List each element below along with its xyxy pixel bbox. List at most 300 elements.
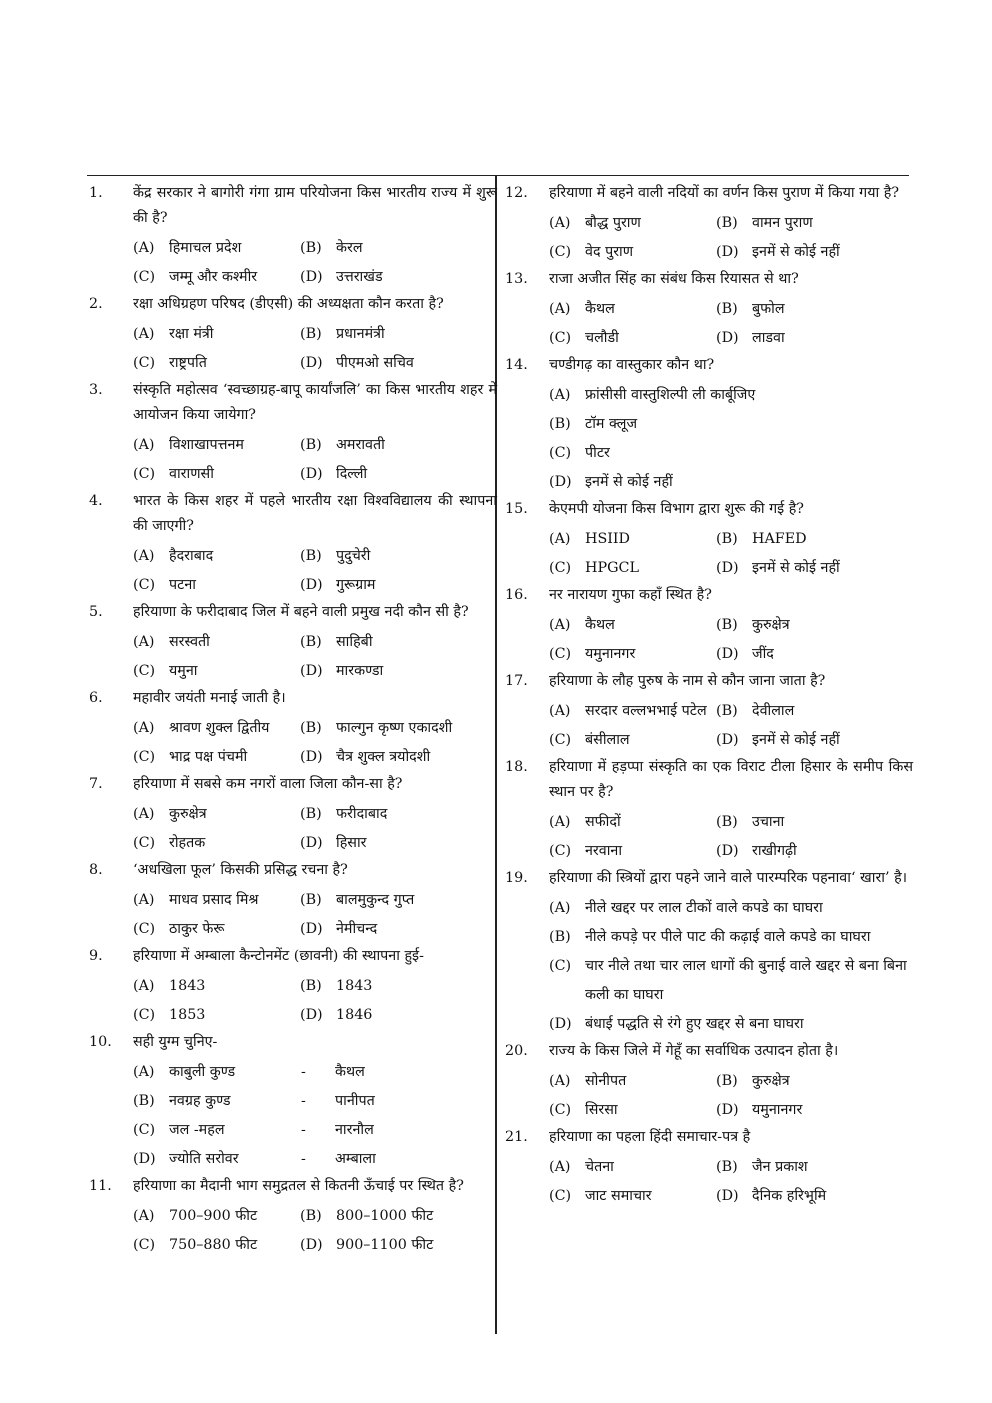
answer-option[interactable] xyxy=(300,263,497,292)
answer-option[interactable] xyxy=(716,1153,913,1182)
option-label: (C) xyxy=(549,646,572,662)
option-label: (A) xyxy=(133,326,155,342)
option-text: गुरूग्राम xyxy=(336,577,376,593)
answer-option[interactable] xyxy=(133,972,300,1001)
question-number: 11. xyxy=(89,1178,112,1194)
answer-option[interactable] xyxy=(549,952,913,1010)
answer-option[interactable] xyxy=(133,349,300,378)
answer-option[interactable] xyxy=(716,808,913,837)
option-label: (D) xyxy=(716,244,739,260)
options-list xyxy=(133,800,497,858)
pair-left: काबुली कुण्ड xyxy=(169,1064,236,1080)
option-label: (A) xyxy=(549,814,571,830)
question-text: चण्डीगढ़ का वास्तुकार कौन था? xyxy=(549,357,715,373)
option-text: दैनिक हरिभूमि xyxy=(752,1188,827,1204)
option-row xyxy=(549,894,913,923)
option-text: चैत्र शुक्ल त्रयोदशी xyxy=(336,749,431,765)
answer-option[interactable] xyxy=(716,837,913,866)
option-text: इनमें से कोई नहीं xyxy=(752,732,840,748)
option-label: (D) xyxy=(716,843,739,859)
question-text: हरियाणा में अम्बाला कैन्टोनमेंट (छावनी) की स्थापना हुई- xyxy=(133,948,424,964)
option-label: (B) xyxy=(300,978,322,994)
answer-option[interactable] xyxy=(300,829,497,858)
match-pair-option[interactable] xyxy=(133,1058,497,1087)
answer-option[interactable] xyxy=(133,657,300,686)
option-text: माधव प्रसाद मिश्र xyxy=(169,892,259,908)
answer-option[interactable] xyxy=(549,837,716,866)
answer-option[interactable] xyxy=(549,1182,716,1211)
option-text: बौद्ध पुराण xyxy=(585,215,641,231)
option-text: राखीगढ़ी xyxy=(752,843,797,859)
answer-option[interactable] xyxy=(716,611,913,640)
answer-option[interactable] xyxy=(549,1153,716,1182)
question-stem xyxy=(89,181,497,231)
question-number: 10. xyxy=(89,1034,112,1050)
question-stem xyxy=(505,353,913,378)
option-text: यमुना xyxy=(169,663,198,679)
option-text: 900–1100 फीट xyxy=(336,1237,434,1253)
option-text: फरीदाबाद xyxy=(336,806,388,822)
question-stem xyxy=(505,669,913,694)
option-text: लाडवा xyxy=(752,330,785,346)
question-number: 17. xyxy=(505,673,528,689)
option-row xyxy=(133,431,497,460)
answer-option[interactable] xyxy=(133,263,300,292)
question-number: 12. xyxy=(505,185,528,201)
answer-option[interactable] xyxy=(133,915,300,944)
answer-option[interactable] xyxy=(549,726,716,755)
answer-option[interactable] xyxy=(549,295,716,324)
option-text: उत्तराखंड xyxy=(336,269,383,285)
answer-option[interactable] xyxy=(716,640,913,669)
option-label: (C) xyxy=(133,921,156,937)
option-label: (C) xyxy=(133,269,156,285)
option-row xyxy=(549,611,913,640)
option-row xyxy=(549,468,913,497)
question-stem xyxy=(505,755,913,805)
option-text: कुरुक्षेत्र xyxy=(169,806,207,822)
question-stem xyxy=(89,378,497,428)
option-label: (B) xyxy=(716,814,738,830)
answer-option[interactable] xyxy=(716,295,913,324)
answer-option[interactable] xyxy=(133,714,300,743)
option-text: नेमीचन्द xyxy=(336,921,378,937)
answer-option[interactable] xyxy=(549,468,913,497)
option-row xyxy=(133,1001,497,1030)
answer-option[interactable] xyxy=(300,234,497,263)
options-list xyxy=(133,886,497,944)
question-stem xyxy=(505,1039,913,1064)
answer-option[interactable] xyxy=(549,324,716,353)
question-text: हरियाणा में बहने वाली नदियों का वर्णन किस पुराण में किया गया है? xyxy=(549,185,900,201)
pair-right: अम्बाला xyxy=(335,1151,376,1167)
answer-option[interactable] xyxy=(133,886,300,915)
answer-option[interactable] xyxy=(133,800,300,829)
question-item xyxy=(89,686,497,772)
answer-option[interactable] xyxy=(300,743,497,772)
answer-option[interactable] xyxy=(133,1231,300,1260)
answer-option[interactable] xyxy=(300,714,497,743)
option-row xyxy=(549,1182,913,1211)
option-row xyxy=(549,324,913,353)
answer-option[interactable] xyxy=(300,915,497,944)
option-label: (B) xyxy=(300,720,322,736)
option-row xyxy=(549,295,913,324)
option-text: 1843 xyxy=(169,978,206,994)
option-text: वाराणसी xyxy=(169,466,214,482)
option-row xyxy=(549,697,913,726)
answer-option[interactable] xyxy=(716,554,913,583)
option-label: (C) xyxy=(133,663,156,679)
option-row xyxy=(549,923,913,952)
question-item xyxy=(89,181,497,292)
option-label: (D) xyxy=(716,560,739,576)
question-item xyxy=(505,669,913,755)
question-item xyxy=(505,755,913,866)
option-text: देवीलाल xyxy=(752,703,795,719)
answer-option[interactable] xyxy=(133,571,300,600)
option-text: वेद पुराण xyxy=(585,244,634,260)
option-label: (B) xyxy=(716,617,738,633)
options-list xyxy=(133,1058,497,1174)
option-label: (A) xyxy=(549,215,571,231)
answer-option[interactable] xyxy=(549,1010,913,1039)
answer-option[interactable] xyxy=(549,640,716,669)
option-row xyxy=(549,381,913,410)
answer-option[interactable] xyxy=(300,972,497,1001)
options-list xyxy=(133,628,497,686)
question-stem xyxy=(89,292,497,317)
option-row xyxy=(133,886,497,915)
option-label: (C) xyxy=(133,1122,156,1138)
option-label: (A) xyxy=(133,548,155,564)
option-text: अमरावती xyxy=(336,437,385,453)
option-row xyxy=(133,714,497,743)
answer-option[interactable] xyxy=(133,1001,300,1030)
option-text: HPGCL xyxy=(585,560,639,576)
option-label: (D) xyxy=(300,835,323,851)
answer-option[interactable] xyxy=(300,657,497,686)
option-label: (B) xyxy=(300,892,322,908)
option-text: सोनीपत xyxy=(585,1073,627,1089)
pair-dash: - xyxy=(301,1064,306,1080)
option-label: (C) xyxy=(549,958,572,974)
option-text: चार नीले तथा चार लाल धागों की बुनाई वाले खद्दर से बना बिना कली का घाघरा xyxy=(585,958,907,1003)
question-stem xyxy=(89,600,497,625)
answer-option[interactable] xyxy=(133,1202,300,1231)
question-stem xyxy=(505,583,913,608)
option-label: (B) xyxy=(300,437,322,453)
pair-dash: - xyxy=(301,1093,306,1109)
option-row xyxy=(133,915,497,944)
answer-option[interactable] xyxy=(716,726,913,755)
answer-option[interactable] xyxy=(716,1067,913,1096)
question-number: 20. xyxy=(505,1043,528,1059)
question-item xyxy=(89,292,497,378)
option-row xyxy=(549,808,913,837)
option-row xyxy=(549,1067,913,1096)
answer-option[interactable] xyxy=(549,410,913,439)
answer-option[interactable] xyxy=(133,234,300,263)
pair-dash: - xyxy=(301,1151,306,1167)
option-label: (C) xyxy=(549,732,572,748)
question-text: हरियाणा में हड़प्पा संस्कृति का एक विराट टीला हिसार के समीप किस स्थान पर है? xyxy=(549,759,913,800)
option-text: पुदुचेरी xyxy=(336,548,371,564)
option-text: 1843 xyxy=(336,978,373,994)
option-row xyxy=(133,743,497,772)
question-stem xyxy=(505,181,913,206)
answer-option[interactable] xyxy=(549,525,716,554)
question-item xyxy=(89,944,497,1030)
option-label: (D) xyxy=(300,1007,323,1023)
option-label: (C) xyxy=(133,835,156,851)
answer-option[interactable] xyxy=(549,611,716,640)
option-text: यमुनानगर xyxy=(585,646,636,662)
option-text: 700–900 फीट xyxy=(169,1208,258,1224)
question-number: 4. xyxy=(89,493,103,509)
match-pair-option[interactable] xyxy=(133,1116,497,1145)
question-text: भारत के किस शहर में पहले भारतीय रक्षा विश्वविद्यालय की स्थापना की जाएगी? xyxy=(133,493,497,534)
option-text: बुफोल xyxy=(752,301,785,317)
answer-option[interactable] xyxy=(300,628,497,657)
question-text: नर नारायण गुफा कहाँ स्थित है? xyxy=(549,587,712,603)
question-stem xyxy=(89,1030,497,1055)
option-label: (A) xyxy=(549,531,571,547)
options-list xyxy=(549,381,913,497)
answer-option[interactable] xyxy=(716,1182,913,1211)
option-label: (A) xyxy=(133,240,155,256)
answer-option[interactable] xyxy=(300,1231,497,1260)
question-number: 15. xyxy=(505,501,528,517)
question-number: 21. xyxy=(505,1129,528,1145)
options-list xyxy=(549,209,913,267)
question-text: हरियाणा में सबसे कम नगरों वाला जिला कौन-सा है? xyxy=(133,776,403,792)
option-label: (D) xyxy=(549,1016,572,1032)
option-row xyxy=(133,829,497,858)
option-label: (B) xyxy=(300,326,322,342)
option-text: हिसार xyxy=(336,835,367,851)
answer-option[interactable] xyxy=(549,1096,716,1125)
option-text: बालमुकुन्द गुप्त xyxy=(336,892,415,908)
option-text: विशाखापत्तनम xyxy=(169,437,244,453)
option-row xyxy=(133,460,497,489)
question-item xyxy=(505,267,913,353)
option-text: कुरुक्षेत्र xyxy=(752,617,790,633)
question-stem xyxy=(89,772,497,797)
option-label: (D) xyxy=(133,1151,156,1167)
option-text: सरदार वल्लभभाई पटेल xyxy=(585,703,707,719)
option-label: (B) xyxy=(716,215,738,231)
option-label: (A) xyxy=(133,720,155,736)
answer-option[interactable] xyxy=(300,1202,497,1231)
question-stem xyxy=(89,686,497,711)
option-text: चेतना xyxy=(585,1159,614,1175)
answer-option[interactable] xyxy=(549,554,716,583)
option-label: (B) xyxy=(716,1159,738,1175)
option-label: (D) xyxy=(716,1102,739,1118)
option-label: (B) xyxy=(300,240,322,256)
option-label: (D) xyxy=(716,330,739,346)
right-column xyxy=(505,181,913,1211)
options-list xyxy=(133,320,497,378)
option-text: HSIID xyxy=(585,531,631,547)
question-item xyxy=(89,378,497,489)
option-text: रोहतक xyxy=(169,835,206,851)
option-row xyxy=(133,263,497,292)
option-text: सिरसा xyxy=(585,1102,618,1118)
options-list xyxy=(549,1153,913,1211)
answer-option[interactable] xyxy=(133,628,300,657)
option-text: सरस्वती xyxy=(169,634,210,650)
match-pair-option[interactable] xyxy=(133,1145,497,1174)
answer-option[interactable] xyxy=(133,460,300,489)
answer-option[interactable] xyxy=(300,431,497,460)
option-label: (A) xyxy=(549,301,571,317)
question-number: 5. xyxy=(89,604,103,620)
options-list xyxy=(133,714,497,772)
option-row xyxy=(549,410,913,439)
option-text: इनमें से कोई नहीं xyxy=(585,474,673,490)
pair-left: नवग्रह कुण्ड xyxy=(169,1093,231,1109)
answer-option[interactable] xyxy=(300,886,497,915)
answer-option[interactable] xyxy=(300,320,497,349)
question-stem xyxy=(89,858,497,883)
answer-option[interactable] xyxy=(716,1096,913,1125)
option-row xyxy=(133,571,497,600)
question-item xyxy=(505,181,913,267)
option-text: फाल्गुन कृष्ण एकादशी xyxy=(336,720,453,736)
answer-option[interactable] xyxy=(133,431,300,460)
options-list xyxy=(549,894,913,1039)
pair-left: जल -महल xyxy=(169,1122,225,1138)
top-rule xyxy=(87,175,909,176)
option-row xyxy=(133,349,497,378)
option-text: सफीदों xyxy=(585,814,621,830)
question-number: 8. xyxy=(89,862,103,878)
answer-option[interactable] xyxy=(549,808,716,837)
answer-option[interactable] xyxy=(716,697,913,726)
pair-left: ज्योति सरोवर xyxy=(169,1151,239,1167)
options-list xyxy=(549,611,913,669)
option-row xyxy=(133,657,497,686)
answer-option[interactable] xyxy=(300,349,497,378)
answer-option[interactable] xyxy=(716,525,913,554)
option-text: ठाकुर फेरू xyxy=(169,921,225,937)
options-list xyxy=(549,697,913,755)
option-label: (A) xyxy=(549,703,571,719)
option-text: नीले खद्दर पर लाल टीकों वाले कपडे का घाघरा xyxy=(585,900,823,916)
option-row xyxy=(549,525,913,554)
answer-option[interactable] xyxy=(300,1001,497,1030)
answer-option[interactable] xyxy=(549,1067,716,1096)
option-text: दिल्ली xyxy=(336,466,368,482)
option-label: (B) xyxy=(300,634,322,650)
options-list xyxy=(549,295,913,353)
answer-option[interactable] xyxy=(300,460,497,489)
option-text: कैथल xyxy=(585,617,615,633)
question-text: हरियाणा के लौह पुरुष के नाम से कौन जाना जाता है? xyxy=(549,673,826,689)
question-text: हरियाणा का मैदानी भाग समुद्रतल से कितनी ऊँचाई पर स्थित है? xyxy=(133,1178,464,1194)
answer-option[interactable] xyxy=(300,800,497,829)
answer-option[interactable] xyxy=(549,238,716,267)
option-text: पीटर xyxy=(585,445,610,461)
option-label: (C) xyxy=(549,330,572,346)
option-label: (D) xyxy=(300,577,323,593)
option-row xyxy=(549,1096,913,1125)
option-text: हिमाचल प्रदेश xyxy=(169,240,242,256)
answer-option[interactable] xyxy=(716,209,913,238)
option-text: श्रावण शुक्ल द्वितीय xyxy=(169,720,270,736)
option-row xyxy=(549,837,913,866)
option-text: राष्ट्रपति xyxy=(169,355,207,371)
answer-option[interactable] xyxy=(133,743,300,772)
option-text: इनमें से कोई नहीं xyxy=(752,560,840,576)
option-row xyxy=(133,542,497,571)
answer-option[interactable] xyxy=(133,542,300,571)
option-label: (A) xyxy=(549,387,571,403)
options-list xyxy=(133,234,497,292)
answer-option[interactable] xyxy=(716,238,913,267)
pair-right: कैथल xyxy=(335,1064,365,1080)
option-label: (C) xyxy=(549,445,572,461)
option-row xyxy=(549,640,913,669)
answer-option[interactable] xyxy=(549,894,913,923)
options-list xyxy=(133,972,497,1030)
answer-option[interactable] xyxy=(300,542,497,571)
option-text: नरवाना xyxy=(585,843,623,859)
option-row xyxy=(549,1153,913,1182)
answer-option[interactable] xyxy=(549,697,716,726)
answer-option[interactable] xyxy=(716,324,913,353)
option-text: 750–880 फीट xyxy=(169,1237,258,1253)
option-text: नीले कपड़े पर पीले पाट की कढ़ाई वाले कपडे का घाघरा xyxy=(585,929,871,945)
question-text: हरियाणा की स्त्रियों द्वारा पहने जाने वाले पारम्परिक पहनावा‘ खारा’ है। xyxy=(549,870,908,886)
question-stem xyxy=(89,1174,497,1199)
left-column xyxy=(89,181,497,1260)
question-stem xyxy=(505,1125,913,1150)
option-row xyxy=(133,1202,497,1231)
option-label: (C) xyxy=(133,749,156,765)
answer-option[interactable] xyxy=(133,829,300,858)
option-label: (D) xyxy=(300,663,323,679)
answer-option[interactable] xyxy=(549,209,716,238)
question-number: 13. xyxy=(505,271,528,287)
question-item xyxy=(89,1174,497,1260)
answer-option[interactable] xyxy=(300,571,497,600)
answer-option[interactable] xyxy=(133,320,300,349)
options-list xyxy=(549,808,913,866)
answer-option[interactable] xyxy=(549,381,913,410)
question-item xyxy=(505,583,913,669)
question-item xyxy=(89,600,497,686)
option-row xyxy=(133,320,497,349)
option-label: (A) xyxy=(133,1208,155,1224)
option-label: (D) xyxy=(716,646,739,662)
option-label: (C) xyxy=(549,560,572,576)
options-list xyxy=(549,525,913,583)
question-text: रक्षा अधिग्रहण परिषद (डीएसी) की अध्यक्षता कौन करता है? xyxy=(133,296,444,312)
option-text: बंसीलाल xyxy=(585,732,630,748)
option-text: जैन प्रकाश xyxy=(752,1159,808,1175)
answer-option[interactable] xyxy=(549,439,913,468)
question-item xyxy=(505,1125,913,1211)
match-pair-option[interactable] xyxy=(133,1087,497,1116)
question-stem xyxy=(505,866,913,891)
answer-option[interactable] xyxy=(549,923,913,952)
question-number: 9. xyxy=(89,948,103,964)
options-list xyxy=(133,431,497,489)
option-label: (D) xyxy=(716,732,739,748)
